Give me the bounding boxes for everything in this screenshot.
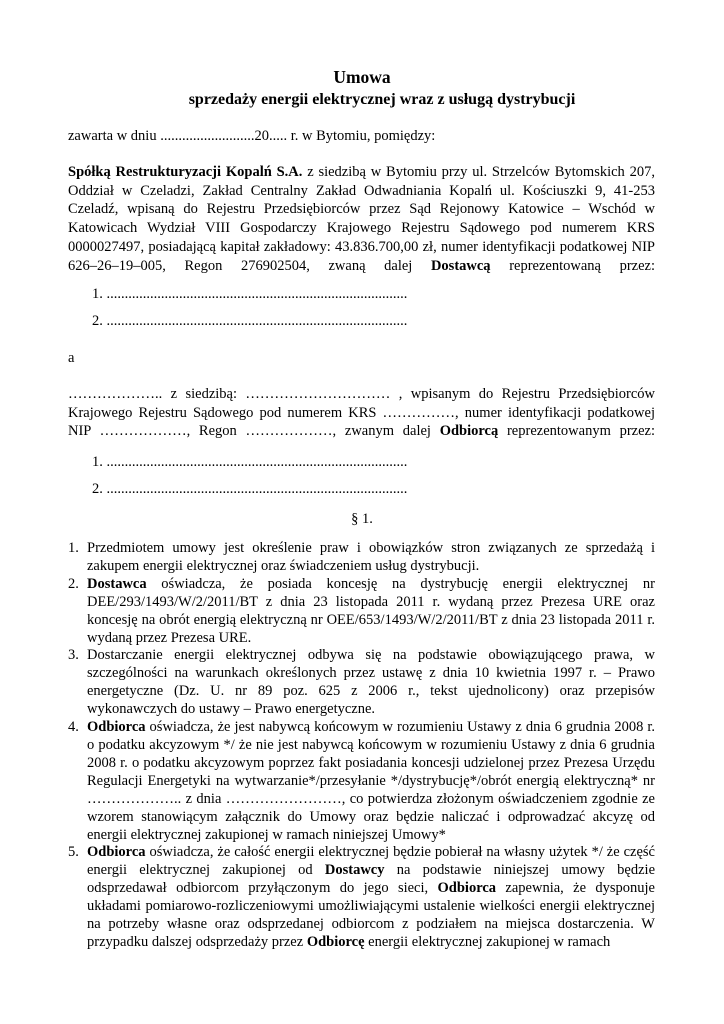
party2-text-end: reprezentowanym przez: (498, 423, 655, 440)
party1-paragraph (68, 163, 655, 275)
item-number: 5. (68, 844, 79, 861)
party1-rep-1: 1. ................................................................................... (92, 286, 408, 302)
party1-text-end: reprezentowaną przez: (490, 257, 655, 274)
party2-role: Odbiorcą (439, 423, 499, 440)
item-number: 3. (68, 647, 79, 664)
list-item (68, 844, 655, 951)
item-text: oświadcza, że posiada koncesję na dystrybucję energii elektrycznej nr DEE/293/1493/W/2/2011/BT z dnia 23 listopada 2011 r. wydaną przez Prezesa URE oraz koncesję na obrót energią elektryczną nr OEE/653/1493/W/2/2011/BT z dnia 23 listopada 2011 r. wydaną przez Prezesa URE. (87, 575, 655, 646)
item-number: 4. (68, 719, 79, 736)
party1-rep-2: 2. ................................................................................... (92, 313, 408, 329)
section-heading: § 1. (351, 511, 373, 527)
list-item (68, 719, 655, 844)
list-item (68, 540, 655, 576)
party2-rep-2: 2. ................................................................................... (92, 481, 408, 497)
item-bold: Dostawca (87, 575, 147, 592)
document-subtitle: sprzedaży energii elektrycznej wraz z usługą dystrybucji (188, 91, 576, 108)
party1-role: Dostawcą (430, 257, 491, 274)
item-bold: Odbiorca (87, 844, 146, 861)
item-number: 2. (68, 575, 79, 592)
list-item (68, 647, 655, 719)
list-item (68, 576, 655, 648)
intro-line: zawarta w dniu ..........................20..... r. w Bytomiu, pomiędzy: (68, 128, 436, 144)
conjunction: a (68, 350, 75, 366)
item-bold: Odbiorca (87, 719, 146, 736)
party2-text: ……………….. z siedzibą: ………………………… , wpisanym do Rejestru Przedsiębiorców Krajowego Rejestru Sądowego pod numerem KRS ……………, numer identyfikacji podatkowej NIP ………………, Regon ………………, zwanym dalej (68, 386, 655, 440)
party1-name: Spółką Restrukturyzacji Kopalń S.A. (68, 164, 303, 180)
party1-text: z siedzibą w Bytomiu przy ul. Strzelców Bytomskich 207, Oddział w Czeladzi, Zakład Centralny Zakład Odwadniania Kopalń ul. Kościuszki 9, 41-253 Czeladź, wpisaną do Rejestru Przedsiębiorców przez Sąd Rejonowy Katowice – Wschód w Katowicach Wydział VIII Gospodarczy Krajowego Rejestru Sądowego pod numerem KRS 0000027497, posiadającą kapitał zakładowy: 43.836.700,00 zł, numer identyfikacji podatkowej NIP 626–26–19–005, Regon 276902504, zwaną dalej (68, 164, 655, 274)
item-text: oświadcza, że jest nabywcą końcowym w rozumieniu Ustawy z dnia 6 grudnia 2008 r. o podatku akcyzowym */ że nie jest nabywcą końcowym w rozumieniu Ustawy z dnia 6 grudnia 2008 r. o podatku akcyzowym poprzez fakt posiadania koncesji udzielonej przez Prezesa Urzędu Regulacji Energetyki na wytwarzanie*/przesyłanie */dystrybucję*/obrót energią elektryczną* nr ……………….. z dnia ……………………, co potwierdza złożonym oświadczeniem zgodnie ze wzorem stanowiącym załącznik do Umowy oraz będzie naliczać i odprowadzać akcyzę od energii elektrycznej zakupionej w ramach niniejszej Umowy* (87, 719, 655, 843)
item-text: Dostarczanie energii elektrycznej odbywa się na podstawie obowiązującego prawa, w szczególności na warunkach określonych przez ustawę z dnia 10 kwietnia 1997 r. – Prawo energetyczne (Dz. U. nr 89 poz. 625 z 2006 r., tekst ujednolicony) oraz przepisów wykonawczych do ustawy – Prawo energetyczne. (87, 647, 655, 718)
clause-list (68, 540, 655, 952)
party2-paragraph (68, 385, 655, 441)
document-title: Umowa (333, 67, 391, 87)
party2-rep-1: 1. ................................................................................... (92, 454, 408, 470)
item-number: 1. (68, 540, 79, 556)
item-text: oświadcza, że całość energii elektrycznej będzie pobierał na własny użytek */ że część energii elektrycznej zakupionej od Dostawcy na podstawie niniejszej umowy będzie odsprzedawał odbiorcom przyłączonym do jego sieci, Odbiorca zapewnia, że dysponuje układami pomiarowo-rozliczeniowymi umożliwiającymi ustalenie wielkości energii elektrycznej na potrzeby własne oraz odsprzedanej odbiorcom z podziałem na miejsca dostarczenia. W przypadku dalszej odsprzedaży przez Odbiorcę energii elektrycznej zakupionej w ramach (87, 844, 656, 950)
item-text: Przedmiotem umowy jest określenie praw i obowiązków stron związanych ze sprzedażą i zakupem energii elektrycznej oraz świadczeniem usług dystrybucji. (87, 540, 655, 574)
